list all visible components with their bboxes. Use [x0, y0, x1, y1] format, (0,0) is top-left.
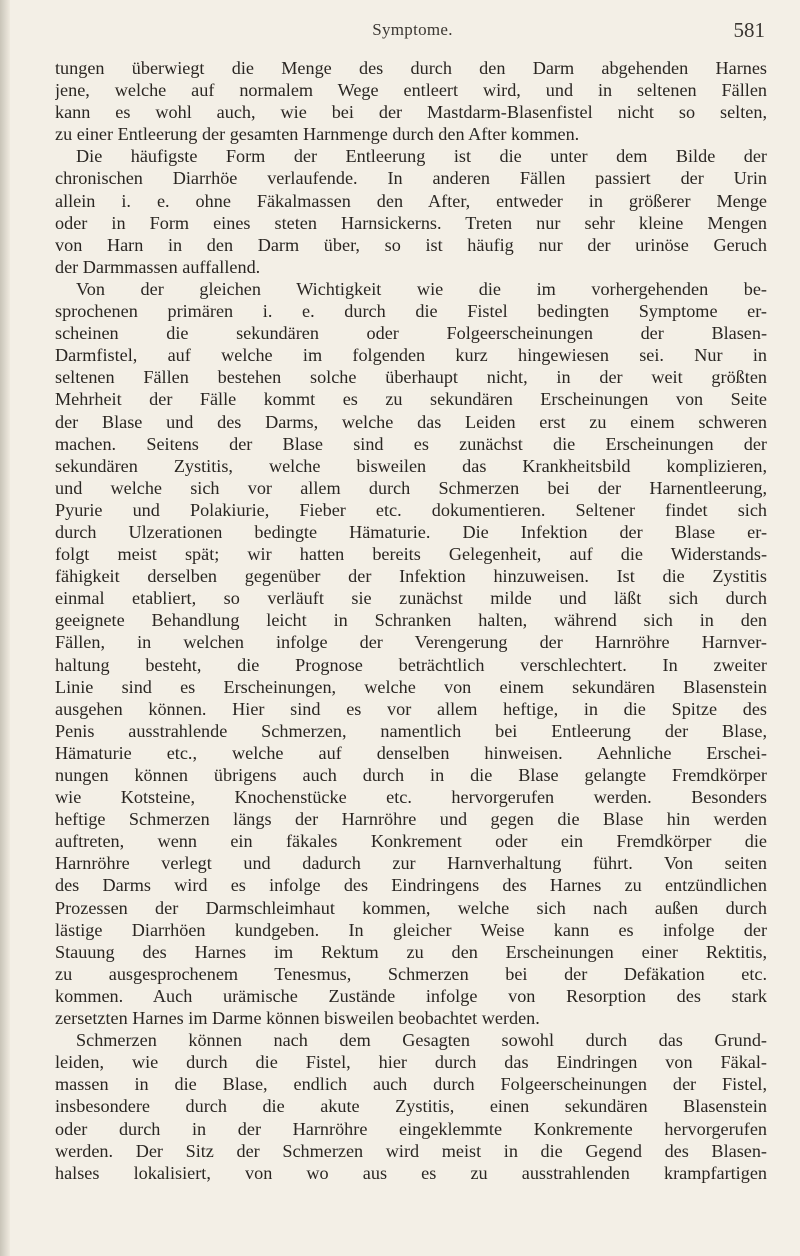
- text-line: allein i. e. ohne Fäkalmassen den After, entweder in größerer Menge: [55, 190, 767, 211]
- text-line: jene, welche auf normalem Wege entleert wird, und in seltenen Fällen: [55, 80, 767, 101]
- text-line: chronischen Diarrhöe verlaufende. In anderen Fällen passiert der Urin: [55, 168, 767, 189]
- text-line: werden. Der Sitz der Schmerzen wird meist in die Gegend des Blasen-: [55, 1140, 767, 1161]
- text-line: kann es wohl auch, wie bei der Mastdarm-Blasenfistel nicht so selten,: [55, 102, 767, 123]
- text-line: sekundären Zystitis, welche bisweilen das Krankheitsbild komplizieren,: [55, 455, 767, 476]
- text-line: seltenen Fällen bestehen solche überhaupt nicht, in der weit größten: [55, 367, 767, 388]
- text-line: tungen überwiegt die Menge des durch den Darm abgehenden Harnes: [55, 58, 767, 78]
- body-text: [55, 57, 767, 1184]
- text-line: oder in Form eines steten Harnsickerns. Treten nur sehr kleine Mengen: [55, 212, 767, 233]
- running-title: Symptome.: [372, 20, 453, 39]
- text-line: scheinen die sekundären oder Folgeerscheinungen der Blasen-: [55, 323, 767, 344]
- page-edge-shadow: [0, 0, 10, 1256]
- text-line: Die häufigste Form der Entleerung ist die unter dem Bilde der: [76, 146, 767, 167]
- text-line: nungen können übrigens auch durch in die Blase gelangte Fremdkörper: [55, 765, 767, 785]
- page-header: [55, 6, 770, 46]
- text-line: lästige Diarrhöen kundgeben. In gleicher Weise kann es infolge der: [55, 919, 767, 940]
- text-line: sprochenen primären i. e. durch die Fistel bedingten Symptome er-: [55, 301, 767, 322]
- text-line: fähigkeit derselben gegenüber der Infektion hinzuweisen. Ist die Zystitis: [55, 566, 767, 587]
- text-line: leiden, wie durch die Fistel, hier durch das Eindringen von Fäkal-: [55, 1052, 767, 1073]
- text-line: Darmfistel, auf welche im folgenden kurz hingewiesen sei. Nur in: [55, 345, 767, 366]
- text-line: Fällen, in welchen infolge der Verengerung der Harnröhre Harnver-: [55, 632, 767, 653]
- text-line: zu einer Entleerung der gesamten Harnmenge durch den After kommen.: [55, 124, 580, 145]
- text-line: durch Ulzerationen bedingte Hämaturie. Die Infektion der Blase er-: [55, 521, 767, 542]
- text-line: halses lokalisiert, von wo aus es zu ausstrahlenden krampfartigen: [55, 1162, 767, 1183]
- text-line: zersetzten Harnes im Darme können bisweilen beobachtet werden.: [55, 1008, 540, 1029]
- text-line: massen in die Blase, endlich auch durch Folgeerscheinungen der Fistel,: [55, 1074, 767, 1095]
- text-line: zu ausgesprochenem Tenesmus, Schmerzen bei der Defäkation etc.: [55, 963, 767, 984]
- text-line: Stauung des Harnes im Rektum zu den Erscheinungen einer Rektitis,: [55, 941, 767, 962]
- text-line: und welche sich vor allem durch Schmerzen bei der Harnentleerung,: [55, 477, 767, 498]
- text-line: von Harn in den Darm über, so ist häufig nur der urinöse Geruch: [55, 234, 767, 255]
- text-line: Prozessen der Darmschleimhaut kommen, welche sich nach außen durch: [55, 897, 767, 918]
- text-line: des Darms wird es infolge des Eindringens des Harnes zu entzündlichen: [55, 875, 767, 896]
- text-line: ausgehen können. Hier sind es vor allem heftige, in die Spitze des: [55, 698, 767, 719]
- text-line: Von der gleichen Wichtigkeit wie die im vorhergehenden be-: [76, 278, 767, 299]
- text-line: wie Kotsteine, Knochenstücke etc. hervorgerufen werden. Besonders: [55, 787, 767, 808]
- text-line: kommen. Auch urämische Zustände infolge von Resorption des stark: [55, 985, 767, 1006]
- text-line: heftige Schmerzen längs der Harnröhre und gegen die Blase hin werden: [55, 809, 767, 830]
- text-line: folgt meist spät; wir hatten bereits Gelegenheit, auf die Widerstands-: [55, 544, 767, 565]
- text-line: Mehrheit der Fälle kommt es zu sekundären Erscheinungen von Seite: [55, 389, 767, 410]
- text-line: auftreten, wenn ein fäkales Konkrement oder ein Fremdkörper die: [55, 831, 767, 852]
- text-line: der Blase und des Darms, welche das Leiden erst zu einem schweren: [55, 411, 767, 432]
- text-line: Harnröhre verlegt und dadurch zur Harnverhaltung führt. Von seiten: [55, 853, 767, 874]
- text-line: haltung besteht, die Prognose beträchtlich verschlechtert. In zweiter: [55, 654, 767, 675]
- text-line: einmal etabliert, so verläuft sie zunächst milde und läßt sich durch: [55, 588, 767, 609]
- text-line: oder durch in der Harnröhre eingeklemmte Konkremente hervorgerufen: [55, 1118, 767, 1139]
- page-number: 581: [733, 18, 765, 42]
- text-line: Linie sind es Erscheinungen, welche von einem sekundären Blasenstein: [55, 676, 767, 697]
- text-line: Pyurie und Polakiurie, Fieber etc. dokumentieren. Seltener findet sich: [55, 499, 767, 520]
- text-line: der Darmmassen auffallend.: [55, 256, 261, 277]
- text-line: geeignete Behandlung leicht in Schranken halten, während sich in den: [55, 610, 767, 631]
- text-line: Schmerzen können nach dem Gesagten sowohl durch das Grund-: [76, 1030, 767, 1051]
- text-line: Penis ausstrahlende Schmerzen, namentlich bei Entleerung der Blase,: [55, 720, 767, 741]
- text-line: insbesondere durch die akute Zystitis, einen sekundären Blasenstein: [55, 1096, 767, 1117]
- text-line: Hämaturie etc., welche auf denselben hinweisen. Aehnliche Erschei-: [55, 742, 767, 763]
- text-line: machen. Seitens der Blase sind es zunächst die Erscheinungen der: [55, 433, 767, 454]
